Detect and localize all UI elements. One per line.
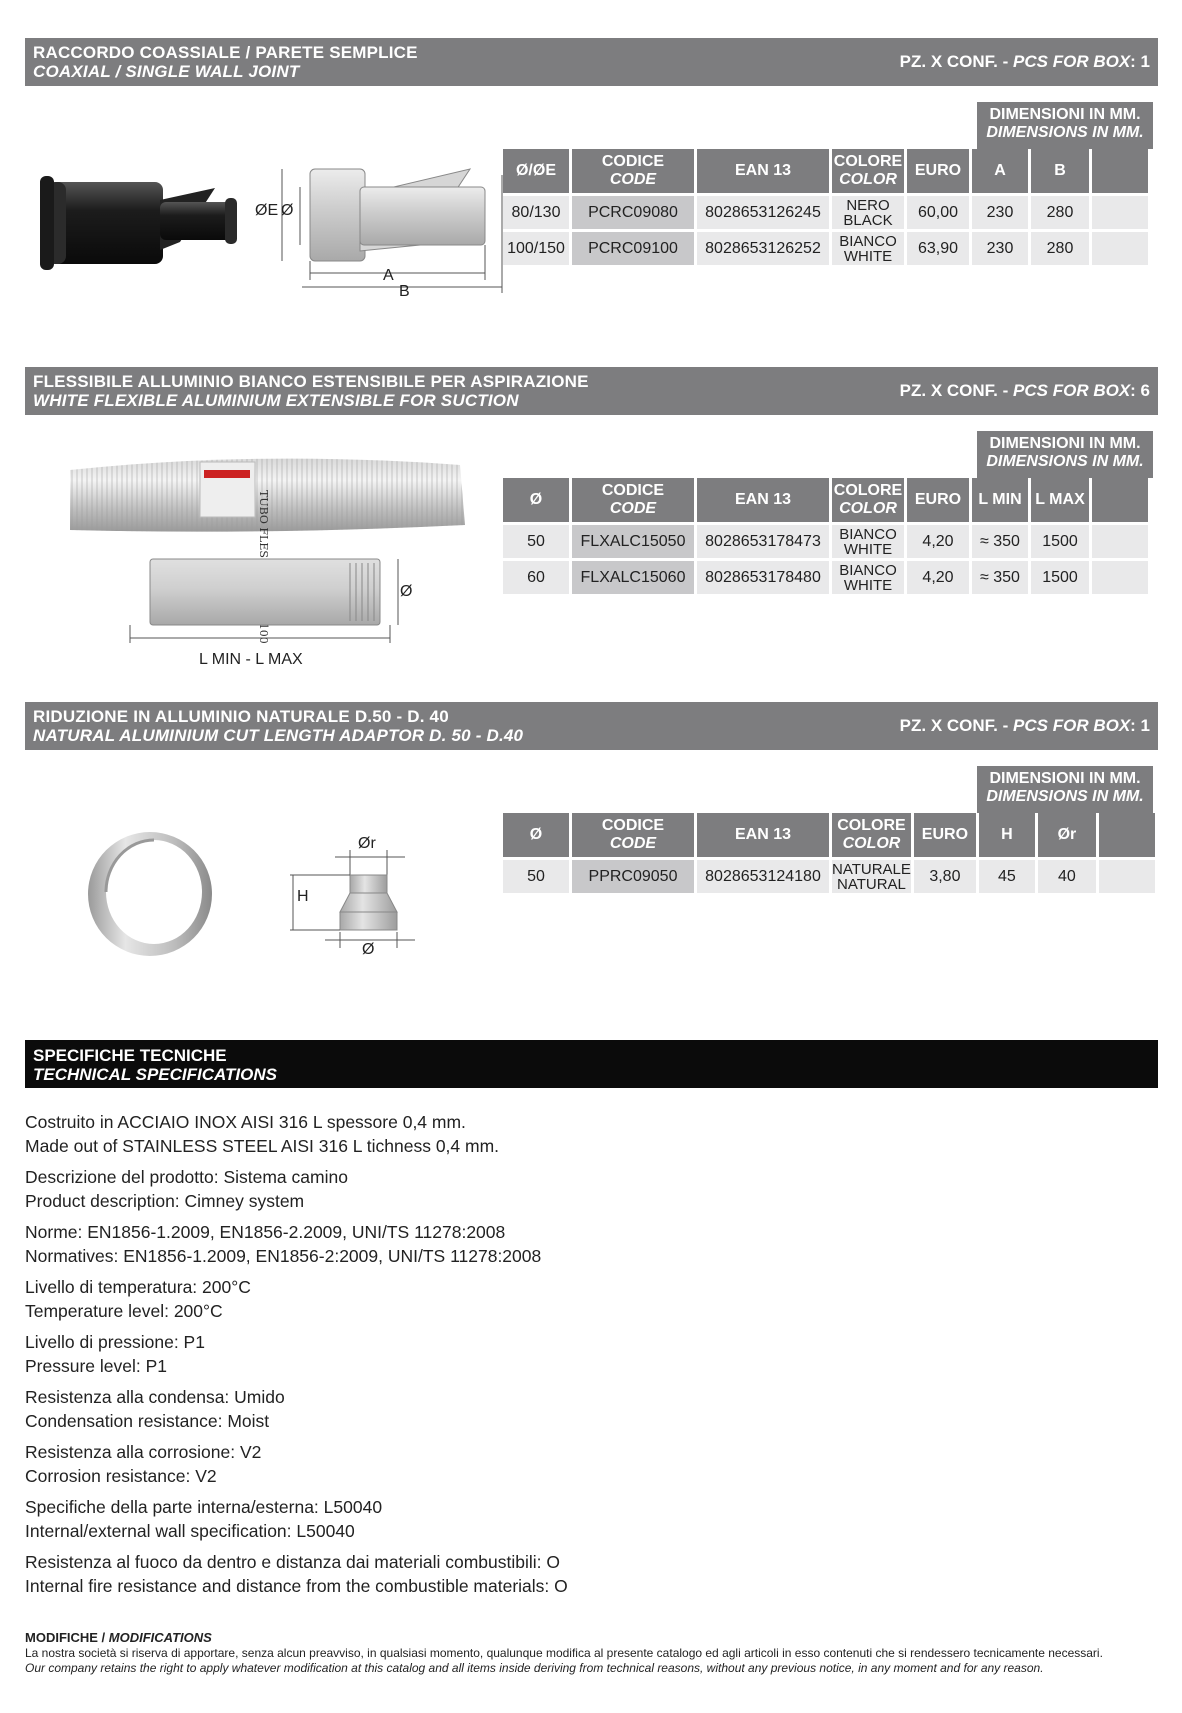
spec-group bbox=[25, 1220, 1125, 1268]
col-header-a: A bbox=[972, 149, 1028, 193]
spec-group bbox=[25, 1550, 1125, 1598]
spec-group bbox=[25, 1495, 1125, 1543]
col-header-euro: EURO bbox=[907, 149, 969, 193]
dim-label-oe: ØE bbox=[255, 202, 279, 219]
spec-line-en: Corrosion resistance: V2 bbox=[25, 1466, 217, 1486]
product-table-reduction bbox=[500, 810, 1158, 896]
spec-line-en: Pressure level: P1 bbox=[25, 1356, 168, 1376]
spec-line-it: Livello di temperatura: 200°C bbox=[25, 1277, 251, 1297]
col-header-ean: EAN 13 bbox=[697, 149, 829, 193]
spec-line-it: Descrizione del prodotto: Sistema camino bbox=[25, 1167, 348, 1187]
col-header-color: COLORE COLOR bbox=[832, 149, 904, 193]
spec-line-it: Resistenza al fuoco da dentro e distanza dai materiali combustibili: O bbox=[25, 1552, 560, 1572]
modifications-text-it: La nostra società si riserva di apportare, senza alcun preavviso, in qualsiasi momento, qualunque modifica al presente catalogo ed agli articoli in esso contenuti che si rendessero tecnicamente necessari. bbox=[25, 1646, 1103, 1660]
pcs-per-box: PZ. X CONF. - PCS FOR BOX: 1 bbox=[899, 52, 1150, 71]
dim-label-b: B bbox=[399, 283, 410, 300]
col-header-empty bbox=[1092, 478, 1148, 522]
section-title-en: COAXIAL / SINGLE WALL JOINT bbox=[33, 62, 300, 81]
table-row: 100/150 PCRC09100 8028653126252 BIANCO WHITE 63,90 230 280 bbox=[503, 232, 1148, 265]
section-header-flexible-aluminium bbox=[25, 367, 1158, 415]
flexible-tube-drawing bbox=[120, 555, 413, 645]
dim-label-a: A bbox=[383, 267, 394, 284]
spec-line-it: Livello di pressione: P1 bbox=[25, 1332, 205, 1352]
col-header-code: CODICE CODE bbox=[572, 813, 694, 857]
dim-label-o: Ø bbox=[362, 941, 375, 958]
col-header-lmin: L MIN bbox=[972, 478, 1028, 522]
dimensions-header: DIMENSIONI IN MM. DIMENSIONS IN MM. bbox=[977, 431, 1153, 478]
section-header-coaxial-joint bbox=[25, 38, 1158, 86]
spec-line-en: Temperature level: 200°C bbox=[25, 1301, 223, 1321]
col-header-code: CODICE CODE bbox=[572, 478, 694, 522]
section-title-it: RIDUZIONE IN ALLUMINIO NATURALE D.50 - D. 40 bbox=[33, 707, 449, 726]
spec-group bbox=[25, 1110, 1125, 1158]
dim-label-o: Ø bbox=[281, 202, 294, 219]
spec-line-it: Specifiche della parte interna/esterna: L50040 bbox=[25, 1497, 383, 1517]
modifications-title-it: MODIFICHE / bbox=[25, 1630, 109, 1645]
col-header-b: B bbox=[1031, 149, 1089, 193]
reduction-photo bbox=[80, 830, 220, 960]
section-header-reduction bbox=[25, 702, 1158, 750]
col-header-color: COLORE COLOR bbox=[832, 813, 911, 857]
tech-specs-list bbox=[25, 1110, 1125, 1605]
dim-label-h: H bbox=[297, 888, 309, 905]
modifications-title-en: MODIFICATIONS bbox=[108, 1630, 212, 1645]
col-header-euro: EURO bbox=[914, 813, 976, 857]
spec-line-en: Product description: Cimney system bbox=[25, 1191, 305, 1211]
spec-line-en: Internal fire resistance and distance from the combustible materials: O bbox=[25, 1576, 568, 1596]
col-header-diam: Ø bbox=[503, 478, 569, 522]
flexible-hose-photo bbox=[60, 450, 470, 550]
col-header-diam: Ø bbox=[503, 813, 569, 857]
dimensions-header: DIMENSIONI IN MM. DIMENSIONS IN MM. bbox=[977, 766, 1153, 813]
product-table-flexible bbox=[500, 475, 1151, 597]
modifications-note bbox=[25, 1630, 1155, 1676]
dim-label-or: Ør bbox=[358, 835, 376, 852]
table-row: 50 FLXALC15050 8028653178473 BIANCO WHITE 4,20 ≈ 350 1500 bbox=[503, 525, 1148, 558]
product-table-coaxial bbox=[500, 146, 1151, 268]
spec-group bbox=[25, 1275, 1125, 1323]
spec-line-en: Normatives: EN1856-1.2009, EN1856-2:2009, UNI/TS 11278:2008 bbox=[25, 1246, 542, 1266]
spec-line-en: Condensation resistance: Moist bbox=[25, 1411, 270, 1431]
spec-line-en: Made out of STAINLESS STEEL AISI 316 L tichness 0,4 mm. bbox=[25, 1136, 500, 1156]
col-header-lmax: L MAX bbox=[1031, 478, 1089, 522]
spec-group bbox=[25, 1165, 1125, 1213]
table-row: 60 FLXALC15060 8028653178480 BIANCO WHITE 4,20 ≈ 350 1500 bbox=[503, 561, 1148, 594]
spec-group bbox=[25, 1440, 1125, 1488]
col-header-code: CODICE CODE bbox=[572, 149, 694, 193]
tech-specs-header bbox=[25, 1040, 1158, 1088]
col-header-ean: EAN 13 bbox=[697, 478, 829, 522]
section-title-it: FLESSIBILE ALLUMINIO BIANCO ESTENSIBILE PER ASPIRAZIONE bbox=[33, 372, 589, 391]
dim-label-o: Ø bbox=[400, 583, 413, 600]
tech-specs-title-en: TECHNICAL SPECIFICATIONS bbox=[33, 1065, 277, 1084]
section-title-en: WHITE FLEXIBLE ALUMINIUM EXTENSIBLE FOR SUCTION bbox=[33, 391, 519, 410]
dimensions-header: DIMENSIONI IN MM. DIMENSIONS IN MM. bbox=[977, 102, 1153, 149]
col-header-empty bbox=[1092, 149, 1148, 193]
col-header-ean: EAN 13 bbox=[697, 813, 829, 857]
col-header-or: Ør bbox=[1038, 813, 1096, 857]
modifications-text-en: Our company retains the right to apply whatever modification at this catalog and all items inside deriving from technical reasons, without any previous notice, in any moment and for any reason. bbox=[25, 1661, 1044, 1675]
table-row: 50 PPRC09050 8028653124180 NATURALE NATURAL 3,80 45 40 bbox=[503, 860, 1155, 893]
spec-line-it: Costruito in ACCIAIO INOX AISI 316 L spessore 0,4 mm. bbox=[25, 1112, 466, 1132]
spec-group bbox=[25, 1385, 1125, 1433]
col-header-diam: Ø/ØE bbox=[503, 149, 569, 193]
tech-specs-title-it: SPECIFICHE TECNICHE bbox=[33, 1046, 227, 1065]
spec-line-it: Resistenza alla corrosione: V2 bbox=[25, 1442, 262, 1462]
spec-line-en: Internal/external wall specification: L50040 bbox=[25, 1521, 355, 1541]
reduction-drawing bbox=[290, 840, 430, 950]
col-header-empty bbox=[1099, 813, 1155, 857]
col-header-h: H bbox=[979, 813, 1035, 857]
section-title-en: NATURAL ALUMINIUM CUT LENGTH ADAPTOR D. 50 - D.40 bbox=[33, 726, 524, 745]
section-title-it: RACCORDO COASSIALE / PARETE SEMPLICE bbox=[33, 43, 418, 62]
col-header-euro: EURO bbox=[907, 478, 969, 522]
coaxial-joint-photo bbox=[40, 160, 250, 280]
table-row: 80/130 PCRC09080 8028653126245 NERO BLACK 60,00 230 280 bbox=[503, 196, 1148, 229]
spec-line-it: Norme: EN1856-1.2009, EN1856-2.2009, UNI/TS 11278:2008 bbox=[25, 1222, 506, 1242]
pcs-per-box: PZ. X CONF. - PCS FOR BOX: 1 bbox=[899, 716, 1150, 735]
pcs-per-box: PZ. X CONF. - PCS FOR BOX: 6 bbox=[899, 381, 1150, 400]
dim-label-length: L MIN - L MAX bbox=[199, 651, 303, 668]
col-header-color: COLORE COLOR bbox=[832, 478, 904, 522]
spec-group bbox=[25, 1330, 1125, 1378]
spec-line-it: Resistenza alla condensa: Umido bbox=[25, 1387, 285, 1407]
